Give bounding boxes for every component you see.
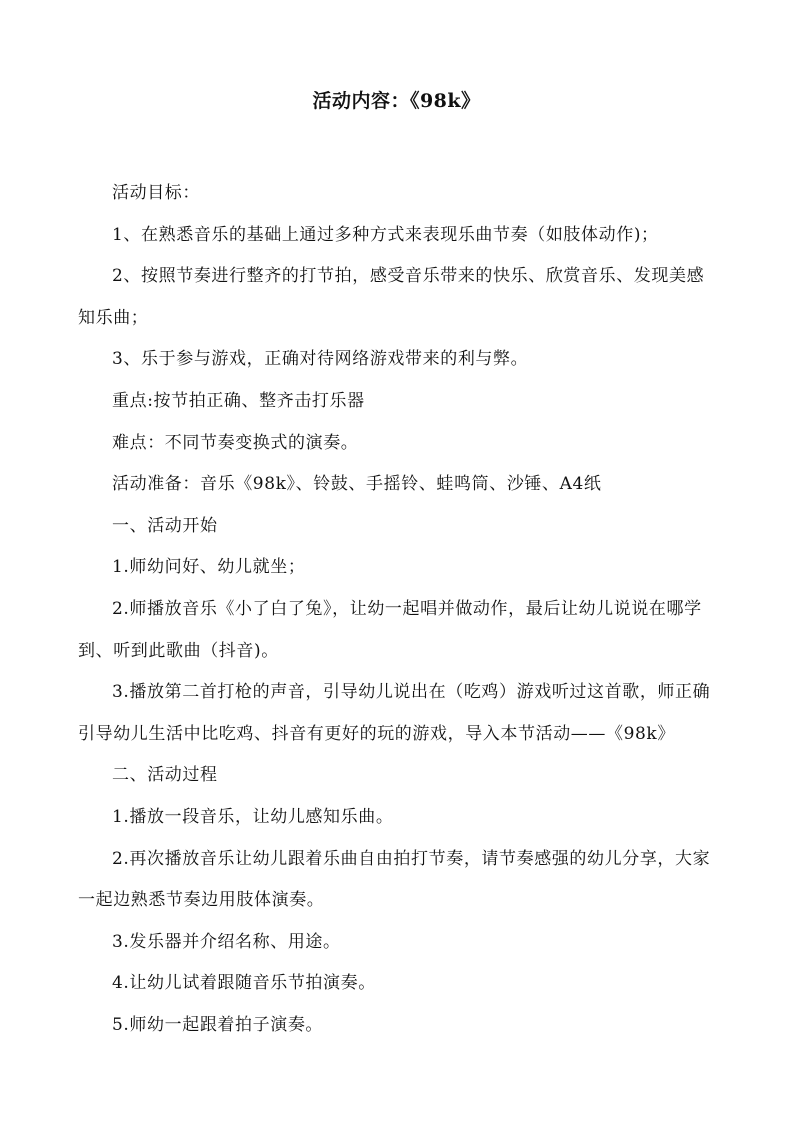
paragraph-process-5: 5.师幼一起跟着拍子演奏。 bbox=[112, 1014, 324, 1035]
document-title: 活动内容：《98k》 bbox=[312, 90, 481, 112]
document-body bbox=[78, 173, 715, 1046]
paragraph-goal-1: 1、在熟悉音乐的基础上通过多种方式来表现乐曲节奏（如肢体动作)； bbox=[112, 224, 659, 245]
section-heading-start: 一、活动开始 bbox=[112, 515, 218, 536]
paragraph-difficulty: 难点：不同节奏变换式的演奏。 bbox=[112, 432, 359, 453]
paragraph-goals-heading: 活动目标： bbox=[112, 183, 200, 203]
paragraph-start-1: 1.师幼问好、幼儿就坐； bbox=[112, 557, 306, 578]
paragraph-goal-3: 3、乐于参与游戏，正确对待网络游戏带来的利与弊。 bbox=[112, 349, 529, 370]
paragraph-process-2: 2.再次播放音乐让幼儿跟着乐曲自由拍打节奏，请节奏感强的幼儿分享，大家一起边熟悉节奏边用肢体演奏。 bbox=[78, 848, 711, 911]
paragraph-start-3: 3.播放第二首打枪的声音，引导幼儿说出在（吃鸡）游戏听过这首歌，师正确引导幼儿生活中比吃鸡、抖音有更好的玩的游戏，导入本节活动——《98k》 bbox=[78, 682, 711, 744]
paragraph-goal-2: 2、按照节奏进行整齐的打节拍，感受音乐带来的快乐、欣赏音乐、发现美感知乐曲； bbox=[78, 266, 705, 328]
paragraph-key-point: 重点:按节拍正确、整齐击打乐器 bbox=[112, 390, 365, 411]
paragraph-process-4: 4.让幼儿试着跟随音乐节拍演奏。 bbox=[112, 973, 376, 994]
paragraph-start-2: 2.师播放音乐《小了白了兔》，让幼一起唱并做动作，最后让幼儿说说在哪学到、听到此歌曲（抖音)。 bbox=[78, 598, 702, 661]
paragraph-process-3: 3.发乐器并介绍名称、用途。 bbox=[112, 931, 341, 952]
paragraph-process-1: 1.播放一段音乐，让幼儿感知乐曲。 bbox=[112, 806, 394, 827]
section-heading-process: 二、活动过程 bbox=[112, 765, 218, 786]
paragraph-preparation: 活动准备：音乐《98k》、铃鼓、手摇铃、蛙鸣筒、沙锤、A4纸 bbox=[112, 474, 602, 495]
